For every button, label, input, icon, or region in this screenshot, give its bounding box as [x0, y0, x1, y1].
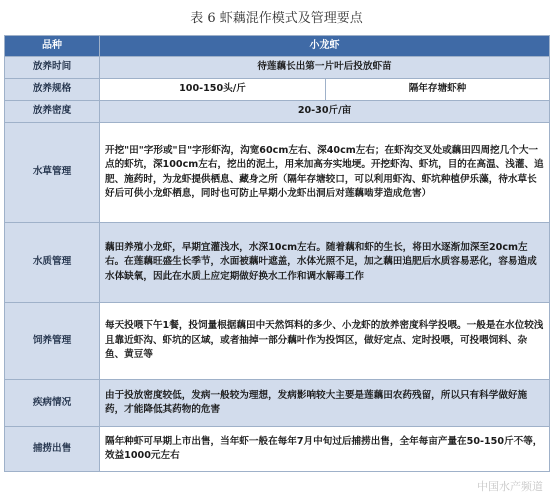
management-table	[4, 35, 550, 472]
label-disease: 疾病情况	[5, 380, 100, 427]
value-feed-mgmt: 每天投喂下午1餐，投饲量根据藕田中天然饵料的多少、小龙虾的放养密度科学投喂。一般是在水位较浅且靠近虾沟、虾坑的区域，或者抽掉一部分藕叶作为投饵区，做好定点、定时投喂，可投喂饲料、杂鱼、黄豆等	[100, 303, 550, 380]
row-water-mgmt	[5, 223, 550, 303]
table-header-row	[5, 36, 550, 57]
table-caption: 表 6 虾藕混作模式及管理要点	[190, 11, 363, 26]
value-harvest: 隔年种虾可早期上市出售，当年虾一般在每年7月中旬过后捕捞出售，全年每亩产量在50-150斤不等，效益1000元左右	[100, 427, 550, 472]
header-crayfish: 小龙虾	[100, 36, 550, 57]
label-stocking-time: 放养时间	[5, 57, 100, 79]
site-watermark: 中国水产频道	[477, 480, 543, 493]
value-disease: 由于投放密度较低，发病一般较为理想，发病影响较大主要是莲藕田农药残留，所以只有科学做好施药，才能降低其药物的危害	[100, 380, 550, 427]
value-water-mgmt: 藕田养殖小龙虾，早期宜灌浅水，水深10cm左右。随着藕和虾的生长，将田水逐渐加深至20cm左右。在莲藕旺盛生长季节，水面被藕叶遮盖，水体光照不足，加之藕田追肥后水质容易恶化，容易造成水体缺氧，因此在水质上应定期做好换水工作和调水解毒工作	[100, 223, 550, 303]
label-water-mgmt: 水质管理	[5, 223, 100, 303]
row-stocking-time	[5, 57, 550, 79]
header-variety: 品种	[5, 36, 100, 57]
row-weed-mgmt	[5, 123, 550, 223]
label-weed-mgmt: 水草管理	[5, 123, 100, 223]
value-stocking-spec-b: 隔年存塘虾种	[326, 79, 550, 101]
row-stocking-spec	[5, 79, 550, 101]
value-stocking-density: 20-30斤/亩	[100, 101, 550, 123]
row-disease	[5, 380, 550, 427]
row-harvest	[5, 427, 550, 472]
label-feed-mgmt: 饲养管理	[5, 303, 100, 380]
row-feed-mgmt	[5, 303, 550, 380]
row-stocking-density	[5, 101, 550, 123]
label-stocking-spec: 放养规格	[5, 79, 100, 101]
value-stocking-time: 待莲藕长出第一片叶后投放虾苗	[100, 57, 550, 79]
label-harvest: 捕捞出售	[5, 427, 100, 472]
value-weed-mgmt: 开挖"田"字形或"目"字形虾沟，沟宽60cm左右、深40cm左右；在虾沟交叉处或藕田四周挖几个大一点的虾坑，深100cm左右，挖出的泥土，用来加高夯实地埂。开挖虾沟、虾坑，目的在高温、浅灌、追肥、施药时，为龙虾提供栖息、藏身之所（隔年存塘较口，可以利用虾沟、虾坑种植伊乐藻，待水草长好后可供小龙虾栖息，同时也可防止早期小龙虾出洞后对莲藕啮芽造成危害）	[100, 123, 550, 223]
label-stocking-density: 放养密度	[5, 101, 100, 123]
value-stocking-spec-a: 100-150头/斤	[100, 79, 326, 101]
